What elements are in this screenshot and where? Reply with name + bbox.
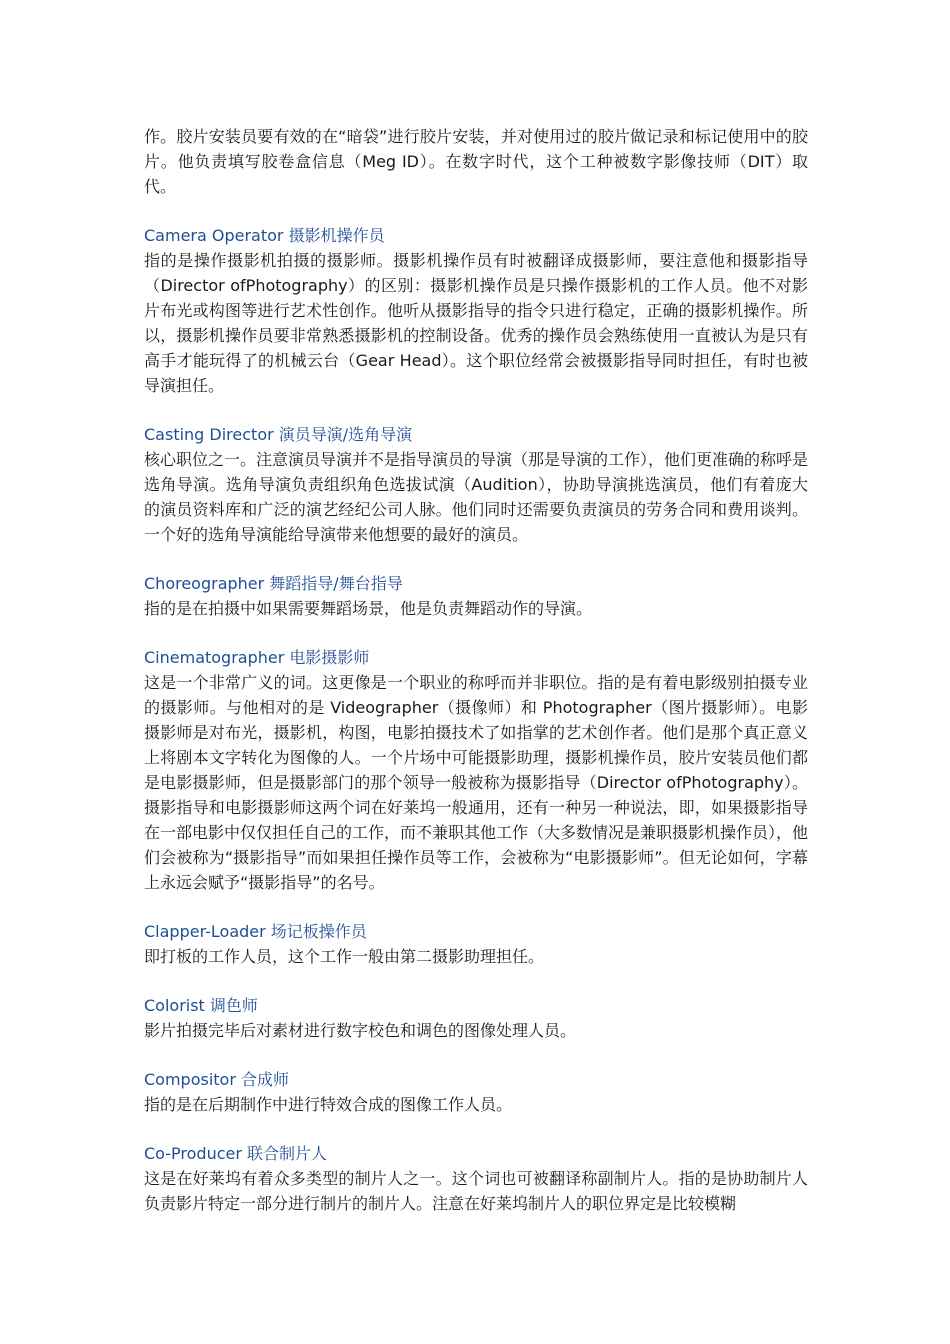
entry-description: 指的是在后期制作中进行特效合成的图像工作人员。 bbox=[144, 1095, 513, 1114]
intro-paragraph: 作。胶片安装员要有效的在“暗袋”进行胶片安装，并对使用过的胶片做记录和标记使用中的胶片。他负责填写胶卷盒信息（Meg ID）。在数字时代，这个工种被数字影像技师（DIT）取代。 bbox=[144, 127, 808, 196]
entry-choreographer bbox=[144, 571, 808, 621]
entry-term: Co-Producer 联合制片人 bbox=[144, 1144, 328, 1163]
entry-term: Choreographer 舞蹈指导/舞台指导 bbox=[144, 574, 403, 593]
entry-description: 指的是操作摄影机拍摄的摄影师。摄影机操作员有时被翻译成摄影师，要注意他和摄影指导（Director ofPhotography）的区别：摄影机操作员是只操作摄影机的工作人员。他不对影片布光或构图等进行艺术性创作。他听从摄影指导的指令只进行稳定，正确的摄影机操作。所以，摄影机操作员要非常熟悉摄影机的控制设备。优秀的操作员会熟练使用一直被认为是只有高手才能玩得了的机械云台（Gear Head）。这个职位经常会被摄影指导同时担任，有时也被导演担任。 bbox=[144, 251, 808, 395]
entry-colorist bbox=[144, 993, 808, 1043]
entry-camera-operator bbox=[144, 223, 808, 398]
entry-cinematographer bbox=[144, 645, 808, 895]
entry-term: Cinematographer 电影摄影师 bbox=[144, 648, 370, 667]
entry-description: 指的是在拍摄中如果需要舞蹈场景，他是负责舞蹈动作的导演。 bbox=[144, 599, 593, 618]
entry-description: 这是一个非常广义的词。这更像是一个职业的称呼而并非职位。指的是有着电影级别拍摄专业的摄影师。与他相对的是 Videographer（摄像师）和 Photographer（图片摄影师）。电影摄影师是对布光，摄影机，构图，电影拍摄技术了如指掌的艺术创作者。他们是那个真正意义上将剧本文字转化为图像的人。一个片场中可能摄影助理，摄影机操作员，胶片安装员他们都是电影摄影师，但是摄影部门的那个领导一般被称为摄影指导（Director ofPhotography）。摄影指导和电影摄影师这两个词在好莱坞一般通用，还有一种另一种说法，即，如果摄影指导在一部电影中仅仅担任自己的工作，而不兼职其他工作（大多数情况是兼职摄影机操作员），他们会被称为“摄影指导”而如果担任操作员等工作，会被称为“电影摄影师”。但无论如何，字幕上永远会赋予“摄影指导”的名号。 bbox=[144, 673, 809, 892]
entry-term: Compositor 合成师 bbox=[144, 1070, 290, 1089]
entry-term: Clapper-Loader 场记板操作员 bbox=[144, 922, 367, 941]
entry-description: 影片拍摄完毕后对素材进行数字校色和调色的图像处理人员。 bbox=[144, 1021, 577, 1040]
entry-term: Camera Operator 摄影机操作员 bbox=[144, 226, 385, 245]
entry-description: 即打板的工作人员，这个工作一般由第二摄影助理担任。 bbox=[144, 947, 545, 966]
document-page bbox=[144, 124, 808, 1216]
entry-description: 核心职位之一。注意演员导演并不是指导演员的导演（那是导演的工作），他们更准确的称呼是选角导演。选角导演负责组织角色选拔试演（Audition），协助导演挑选演员，他们有着庞大的演员资料库和广泛的演艺经纪公司人脉。他们同时还需要负责演员的劳务合同和费用谈判。一个好的选角导演能给导演带来他想要的最好的演员。 bbox=[144, 450, 809, 544]
entry-clapper-loader bbox=[144, 919, 808, 969]
entry-casting-director bbox=[144, 422, 808, 547]
entry-compositor bbox=[144, 1067, 808, 1117]
entry-term: Casting Director 演员导演/选角导演 bbox=[144, 425, 413, 444]
entry-co-producer bbox=[144, 1141, 808, 1216]
entry-term: Colorist 调色师 bbox=[144, 996, 258, 1015]
entry-description: 这是在好莱坞有着众多类型的制片人之一。这个词也可被翻译称副制片人。指的是协助制片人负责影片特定一部分进行制片的制片人。注意在好莱坞制片人的职位界定是比较模糊 bbox=[144, 1169, 808, 1213]
